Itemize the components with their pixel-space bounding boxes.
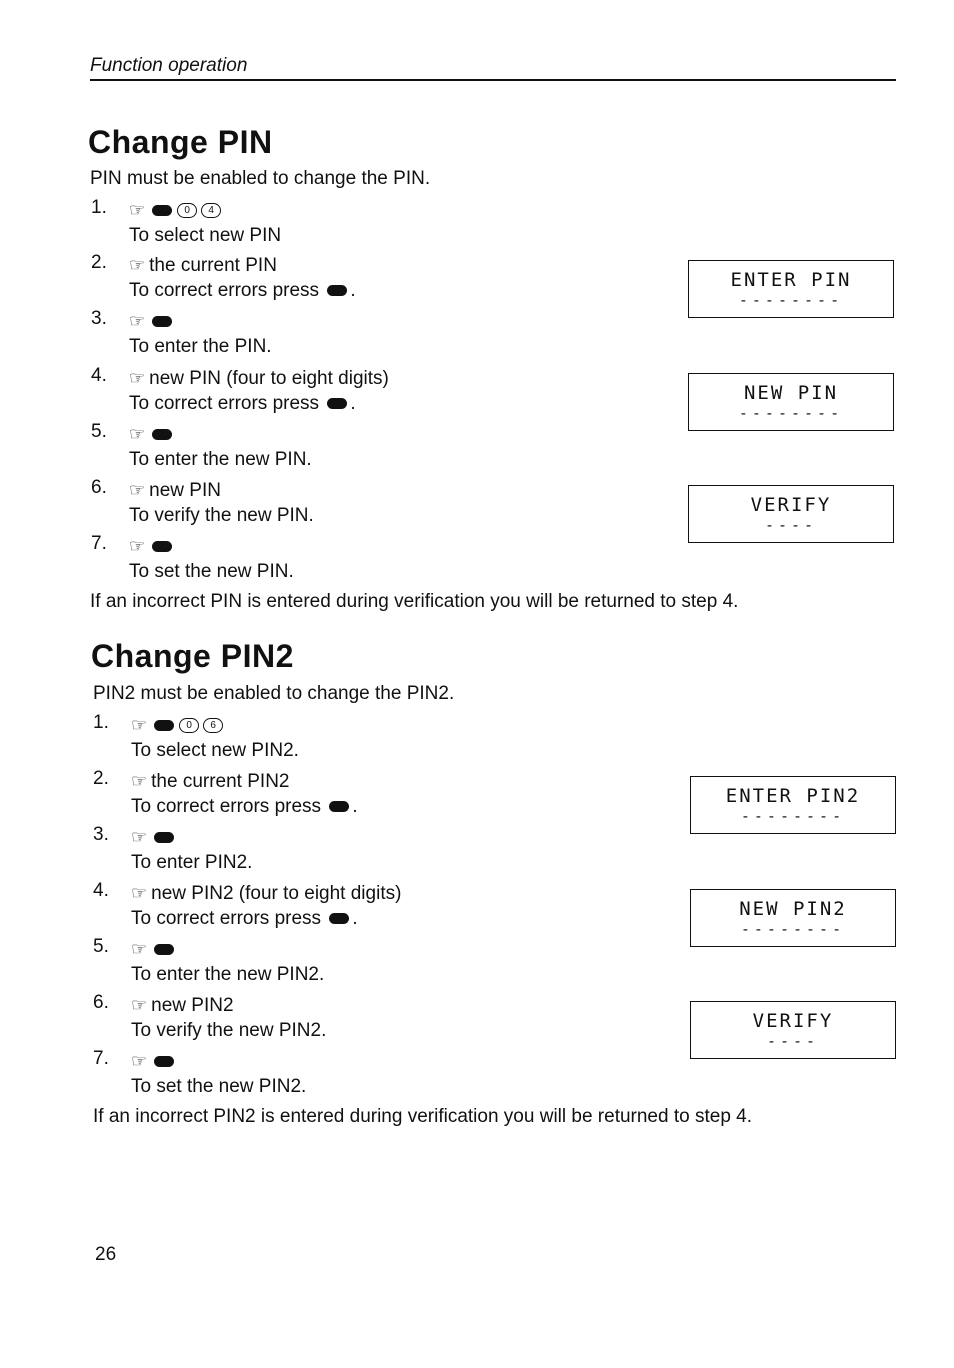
section-intro: PIN must be enabled to change the PIN.	[90, 168, 431, 189]
ok-key-icon	[154, 1056, 174, 1067]
section-intro: PIN2 must be enabled to change the PIN2.	[93, 683, 455, 704]
page-header	[90, 55, 896, 81]
clear-key-icon	[327, 285, 347, 296]
lcd-display	[688, 260, 894, 318]
page-number: 26	[95, 1244, 117, 1265]
step-number: 1.	[91, 197, 107, 218]
lcd-display	[690, 776, 896, 834]
step-number: 2.	[91, 252, 107, 273]
step-number: 6.	[91, 477, 107, 498]
section-note: If an incorrect PIN2 is entered during verification you will be returned to step 4.	[93, 1106, 753, 1127]
lcd-line-2: --------	[740, 807, 846, 825]
step-number: 3.	[91, 308, 107, 329]
step-description: To correct errors press .	[129, 393, 356, 414]
pointing-hand-icon: ☞	[129, 424, 146, 444]
header-text: Function operation	[90, 55, 248, 76]
step-description: To select new PIN2.	[131, 740, 299, 761]
key-6-icon: 6	[203, 718, 223, 733]
pointing-hand-icon: ☞	[129, 200, 146, 220]
step-description: To set the new PIN2.	[131, 1076, 307, 1097]
lcd-line-1: NEW PIN	[743, 382, 839, 404]
step-action-text: new PIN2	[151, 995, 234, 1016]
pointing-hand-icon: ☞	[129, 536, 146, 556]
pointing-hand-icon: ☞	[131, 1051, 148, 1071]
step-action	[131, 880, 401, 906]
lcd-line-1: ENTER PIN	[730, 269, 852, 291]
menu-key-icon	[152, 205, 172, 216]
ok-key-icon	[152, 541, 172, 552]
step-description: To enter the new PIN.	[129, 449, 312, 470]
key-0-icon: 0	[177, 203, 197, 218]
step-description: To enter the new PIN2.	[131, 964, 325, 985]
step-action	[131, 992, 234, 1018]
step-number: 3.	[93, 824, 109, 845]
section-note: If an incorrect PIN is entered during verification you will be returned to step 4.	[90, 591, 739, 612]
ok-key-icon	[154, 832, 174, 843]
step-number: 4.	[91, 365, 107, 386]
step-description: To correct errors press .	[129, 280, 356, 301]
lcd-line-1: VERIFY	[752, 1010, 834, 1032]
step-description-text: To correct errors press	[131, 908, 322, 929]
step-action-text: the current PIN2	[151, 771, 290, 792]
step-action-text: new PIN2 (four to eight digits)	[151, 883, 402, 904]
pointing-hand-icon: ☞	[131, 995, 148, 1015]
step-description: To correct errors press .	[131, 908, 358, 929]
step-number: 4.	[93, 880, 109, 901]
step-action	[129, 421, 175, 447]
step-number: 6.	[93, 992, 109, 1013]
section-title: Change PIN	[88, 124, 273, 160]
step-number: 5.	[91, 421, 107, 442]
step-number: 5.	[93, 936, 109, 957]
clear-key-icon	[329, 801, 349, 812]
step-description: To verify the new PIN.	[129, 505, 314, 526]
step-action	[129, 477, 221, 503]
pointing-hand-icon: ☞	[131, 715, 148, 735]
step-action	[129, 197, 223, 223]
ok-key-icon	[154, 944, 174, 955]
step-number: 1.	[93, 712, 109, 733]
key-0-icon: 0	[179, 718, 199, 733]
lcd-line-1: NEW PIN2	[739, 898, 847, 920]
step-number: 2.	[93, 768, 109, 789]
lcd-display	[688, 373, 894, 431]
menu-key-icon	[154, 720, 174, 731]
key-4-icon: 4	[201, 203, 221, 218]
step-description: To select new PIN	[129, 225, 282, 246]
step-description: To enter PIN2.	[131, 852, 253, 873]
step-description: To enter the PIN.	[129, 336, 272, 357]
step-description-text: To correct errors press	[129, 393, 320, 414]
pointing-hand-icon: ☞	[129, 480, 146, 500]
step-action	[129, 365, 389, 391]
clear-key-icon	[327, 398, 347, 409]
step-action-text: the current PIN	[149, 255, 277, 276]
lcd-line-1: VERIFY	[750, 494, 832, 516]
pointing-hand-icon: ☞	[131, 771, 148, 791]
lcd-line-2: ----	[766, 1032, 820, 1050]
clear-key-icon	[329, 913, 349, 924]
pointing-hand-icon: ☞	[129, 311, 146, 331]
step-number: 7.	[93, 1048, 109, 1069]
pointing-hand-icon: ☞	[129, 255, 146, 275]
lcd-display	[688, 485, 894, 543]
step-description: To set the new PIN.	[129, 561, 294, 582]
pointing-hand-icon: ☞	[131, 827, 148, 847]
step-action-text: new PIN	[149, 480, 221, 501]
lcd-line-2: --------	[738, 404, 844, 422]
lcd-line-2: --------	[740, 920, 846, 938]
step-action-text: new PIN (four to eight digits)	[149, 368, 389, 389]
step-action	[131, 936, 177, 962]
pointing-hand-icon: ☞	[131, 883, 148, 903]
lcd-line-2: --------	[738, 291, 844, 309]
lcd-line-2: ----	[764, 516, 818, 534]
step-action	[129, 308, 175, 334]
step-description: To correct errors press .	[131, 796, 358, 817]
pointing-hand-icon: ☞	[129, 368, 146, 388]
lcd-display	[690, 889, 896, 947]
pointing-hand-icon: ☞	[131, 939, 148, 959]
lcd-line-1: ENTER PIN2	[725, 785, 861, 807]
step-number: 7.	[91, 533, 107, 554]
step-action	[131, 1048, 177, 1074]
step-description: To verify the new PIN2.	[131, 1020, 327, 1041]
lcd-display	[690, 1001, 896, 1059]
step-action	[131, 768, 289, 794]
step-action	[129, 533, 175, 559]
ok-key-icon	[152, 429, 172, 440]
step-description-text: To correct errors press	[131, 796, 322, 817]
step-description-text: To correct errors press	[129, 280, 320, 301]
ok-key-icon	[152, 316, 172, 327]
step-action	[131, 824, 177, 850]
step-action	[131, 712, 225, 738]
step-action	[129, 252, 277, 278]
section-title: Change PIN2	[91, 638, 294, 674]
